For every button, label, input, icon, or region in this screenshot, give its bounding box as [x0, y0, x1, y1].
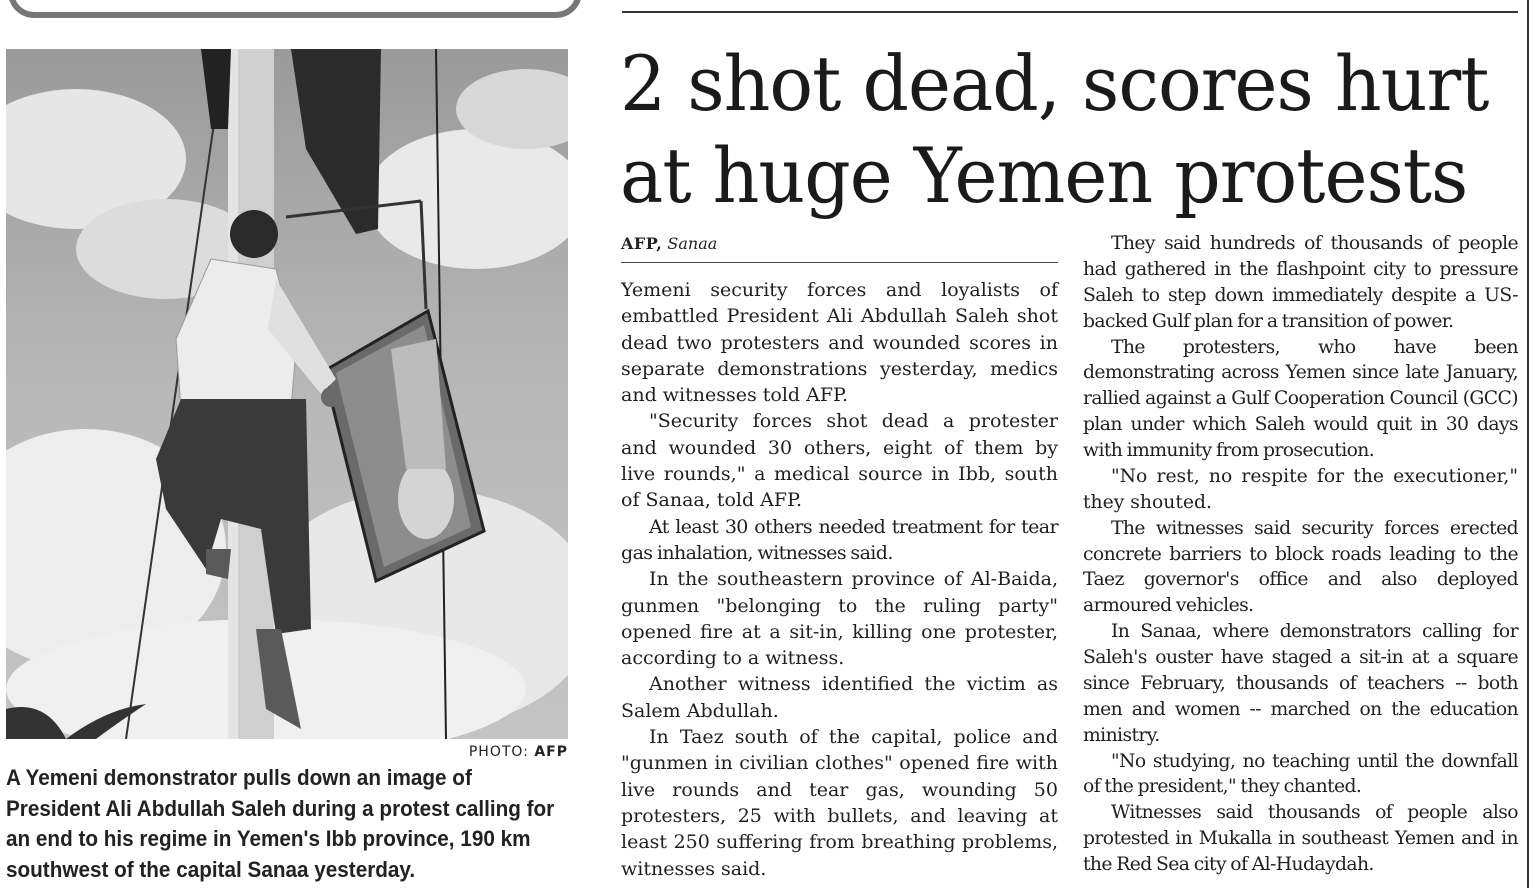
- paragraph: Another witness identified the victim as Salem Abdullah.: [621, 673, 1058, 722]
- article-column-1: [621, 277, 1058, 882]
- news-photo: [6, 49, 568, 739]
- article-column-2: [1083, 231, 1518, 878]
- paragraph: "No studying, no teaching until the downfall of the president," they chanted.: [1083, 750, 1518, 798]
- byline-place: Sanaa: [667, 234, 718, 253]
- headline: 2 shot dead, scores hurt at huge Yemen protests: [620, 39, 1489, 220]
- paragraph: "Security forces shot dead a protester and wounded 30 others, eight of them by live rounds," a medical source in Ibb, south of Sanaa, told AFP.: [621, 410, 1058, 512]
- byline-rule: [621, 262, 1058, 263]
- paragraph: "No rest, no respite for the executioner," they shouted.: [1083, 465, 1518, 513]
- top-frame-box: [8, 0, 582, 18]
- paragraph: The witnesses said security forces erected concrete barriers to block roads leading to the Taez governor's office and also deployed armoured vehicles.: [1083, 517, 1518, 617]
- photo-caption: A Yemeni demonstrator pulls down an image of President Ali Abdullah Saleh during a protest calling for an end to his regime in Yemen's Ibb province, 190 km southwest of the capital Sanaa yesterday.: [6, 765, 555, 882]
- paragraph: Witnesses said thousands of people also protested in Mukalla in southeast Yemen and in the Red Sea city of Al-Hudaydah.: [1083, 802, 1518, 875]
- byline: [621, 234, 1058, 253]
- top-rule: [622, 11, 1518, 13]
- paragraph: In Taez south of the capital, police and "gunmen in civilian clothes" opened fire with live rounds and tear gas, wounding 50 protesters, 25 with bullets, and leaving at least 250 suffering from breathing problems, witnesses said.: [621, 726, 1058, 880]
- paragraph: At least 30 others needed treatment for tear gas inhalation, witnesses said.: [621, 515, 1058, 564]
- byline-agency: AFP,: [621, 234, 663, 253]
- paragraph: They said hundreds of thousands of people had gathered in the flashpoint city to pressure Saleh to step down immediately despite a US-backed Gulf plan for a transition of power.: [1083, 233, 1518, 332]
- photo-credit-label: PHOTO:: [468, 744, 529, 760]
- paragraph: In Sanaa, where demonstrators calling for Saleh's ouster have staged a sit-in at a square since February, thousands of teachers -- both men and women -- marched on the education ministry.: [1083, 621, 1518, 746]
- paragraph: Yemeni security forces and loyalists of embattled President Ali Abdullah Saleh shot dead two protesters and wounded scores in separate demonstrations yesterday, medics and witnesses told AFP.: [621, 279, 1058, 407]
- photo-credit-source: AFP: [534, 744, 568, 760]
- photo-credit: [300, 744, 568, 760]
- right-column-rule: [1527, 0, 1529, 888]
- paragraph: The protesters, who have been demonstrating across Yemen since late January, rallied against a Gulf Cooperation Council (GCC) plan under which Saleh would quit in 30 days with immunity from prosecution.: [1083, 336, 1518, 461]
- paragraph: In the southeastern province of Al-Baida, gunmen "belonging to the ruling party" opened fire at a sit-in, killing one protester, according to a witness.: [621, 568, 1058, 670]
